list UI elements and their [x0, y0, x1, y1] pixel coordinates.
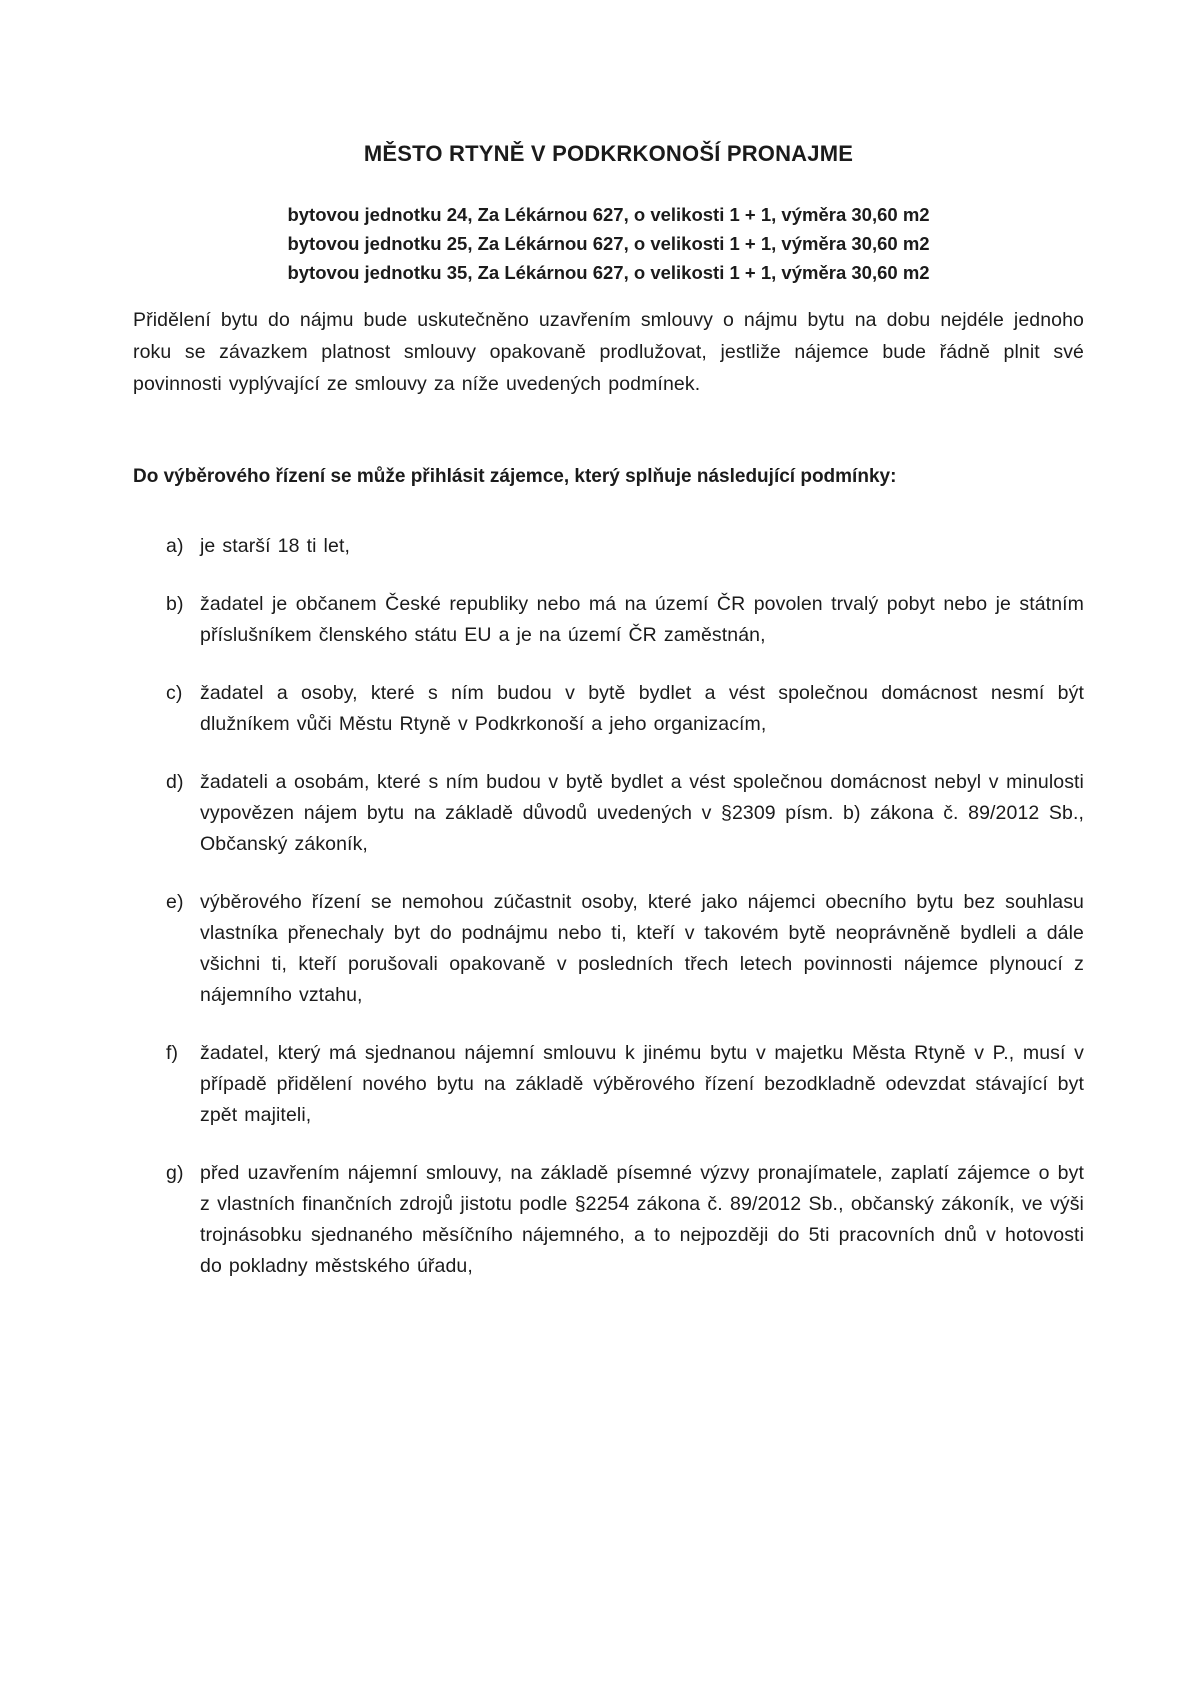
- condition-marker: e): [166, 891, 184, 913]
- condition-item-g: [133, 1158, 1084, 1282]
- condition-text: žadateli a osobám, které s ním budou v bytě bydlet a vést společnou domácnost nebyl v minulosti vypovězen nájem bytu na základě důvodů uvedených v §2309 písm. b) zákona č. 89/2012 Sb., Občanský zákoník,: [200, 771, 1084, 855]
- listing-line-3: bytovou jednotku 35, Za Lékárnou 627, o velikosti 1 + 1, výměra 30,60 m2: [287, 262, 930, 283]
- condition-item-b: [133, 589, 1084, 651]
- condition-item-e: [133, 887, 1084, 1011]
- condition-item-a: [133, 531, 1084, 562]
- conditions-heading: Do výběrového řízení se může přihlásit zájemce, který splňuje následující podmínky:: [133, 466, 897, 487]
- intro-paragraph: Přidělení bytu do nájmu bude uskutečněno uzavřením smlouvy o nájmu bytu na dobu nejdéle jednoho roku se závazkem platnost smlouvy opakovaně prodlužovat, jestliže nájemce bude řádně plnit své povinnosti vyplývající ze smlouvy za níže uvedených podmínek.: [133, 309, 1084, 395]
- condition-item-d: [133, 767, 1084, 860]
- condition-text: je starší 18 ti let,: [200, 535, 350, 557]
- condition-marker: c): [166, 682, 183, 704]
- condition-text: výběrového řízení se nemohou zúčastnit osoby, které jako nájemci obecního bytu bez souhlasu vlastníka přenechaly byt do podnájmu nebo ti, kteří v takovém bytě neoprávněně bydleli a dále všichni ti, kteří porušovali opakovaně v posledních třech letech povinnosti nájemce plynoucí z nájemního vztahu,: [200, 891, 1084, 1006]
- document-title: MĚSTO RTYNĚ V PODKRKONOŠÍ PRONAJME: [363, 141, 854, 166]
- condition-marker: a): [166, 535, 184, 557]
- listing-lines: [133, 200, 1084, 287]
- document-content: [133, 0, 1084, 1309]
- conditions-list: [133, 531, 1084, 1282]
- listing-line-2: bytovou jednotku 25, Za Lékárnou 627, o velikosti 1 + 1, výměra 30,60 m2: [287, 233, 930, 254]
- condition-item-f: [133, 1038, 1084, 1131]
- listing-line-1: bytovou jednotku 24, Za Lékárnou 627, o velikosti 1 + 1, výměra 30,60 m2: [287, 204, 930, 225]
- condition-marker: g): [166, 1162, 184, 1184]
- condition-text: žadatel a osoby, které s ním budou v bytě bydlet a vést společnou domácnost nesmí být dlužníkem vůči Městu Rtyně v Podkrkonoší a jeho organizacím,: [200, 682, 1084, 735]
- condition-text: žadatel, který má sjednanou nájemní smlouvu k jinému bytu v majetku Města Rtyně v P., musí v případě přidělení nového bytu na základě výběrového řízení bezodkladně odevzdat stávající byt zpět majiteli,: [200, 1042, 1084, 1126]
- condition-text: žadatel je občanem České republiky nebo má na území ČR povolen trvalý pobyt nebo je státním příslušníkem členského státu EU a je na území ČR zaměstnán,: [200, 593, 1084, 646]
- condition-marker: d): [166, 771, 184, 793]
- condition-marker: f): [166, 1042, 179, 1064]
- condition-text: před uzavřením nájemní smlouvy, na základě písemné výzvy pronajímatele, zaplatí zájemce o byt z vlastních finančních zdrojů jistotu podle §2254 zákona č. 89/2012 Sb., občanský zákoník, ve výši trojnásobku sjednaného měsíčního nájemného, a to nejpozději do 5ti pracovních dnů v hotovosti do pokladny městského úřadu,: [200, 1162, 1084, 1277]
- condition-marker: b): [166, 593, 184, 615]
- condition-item-c: [133, 678, 1084, 740]
